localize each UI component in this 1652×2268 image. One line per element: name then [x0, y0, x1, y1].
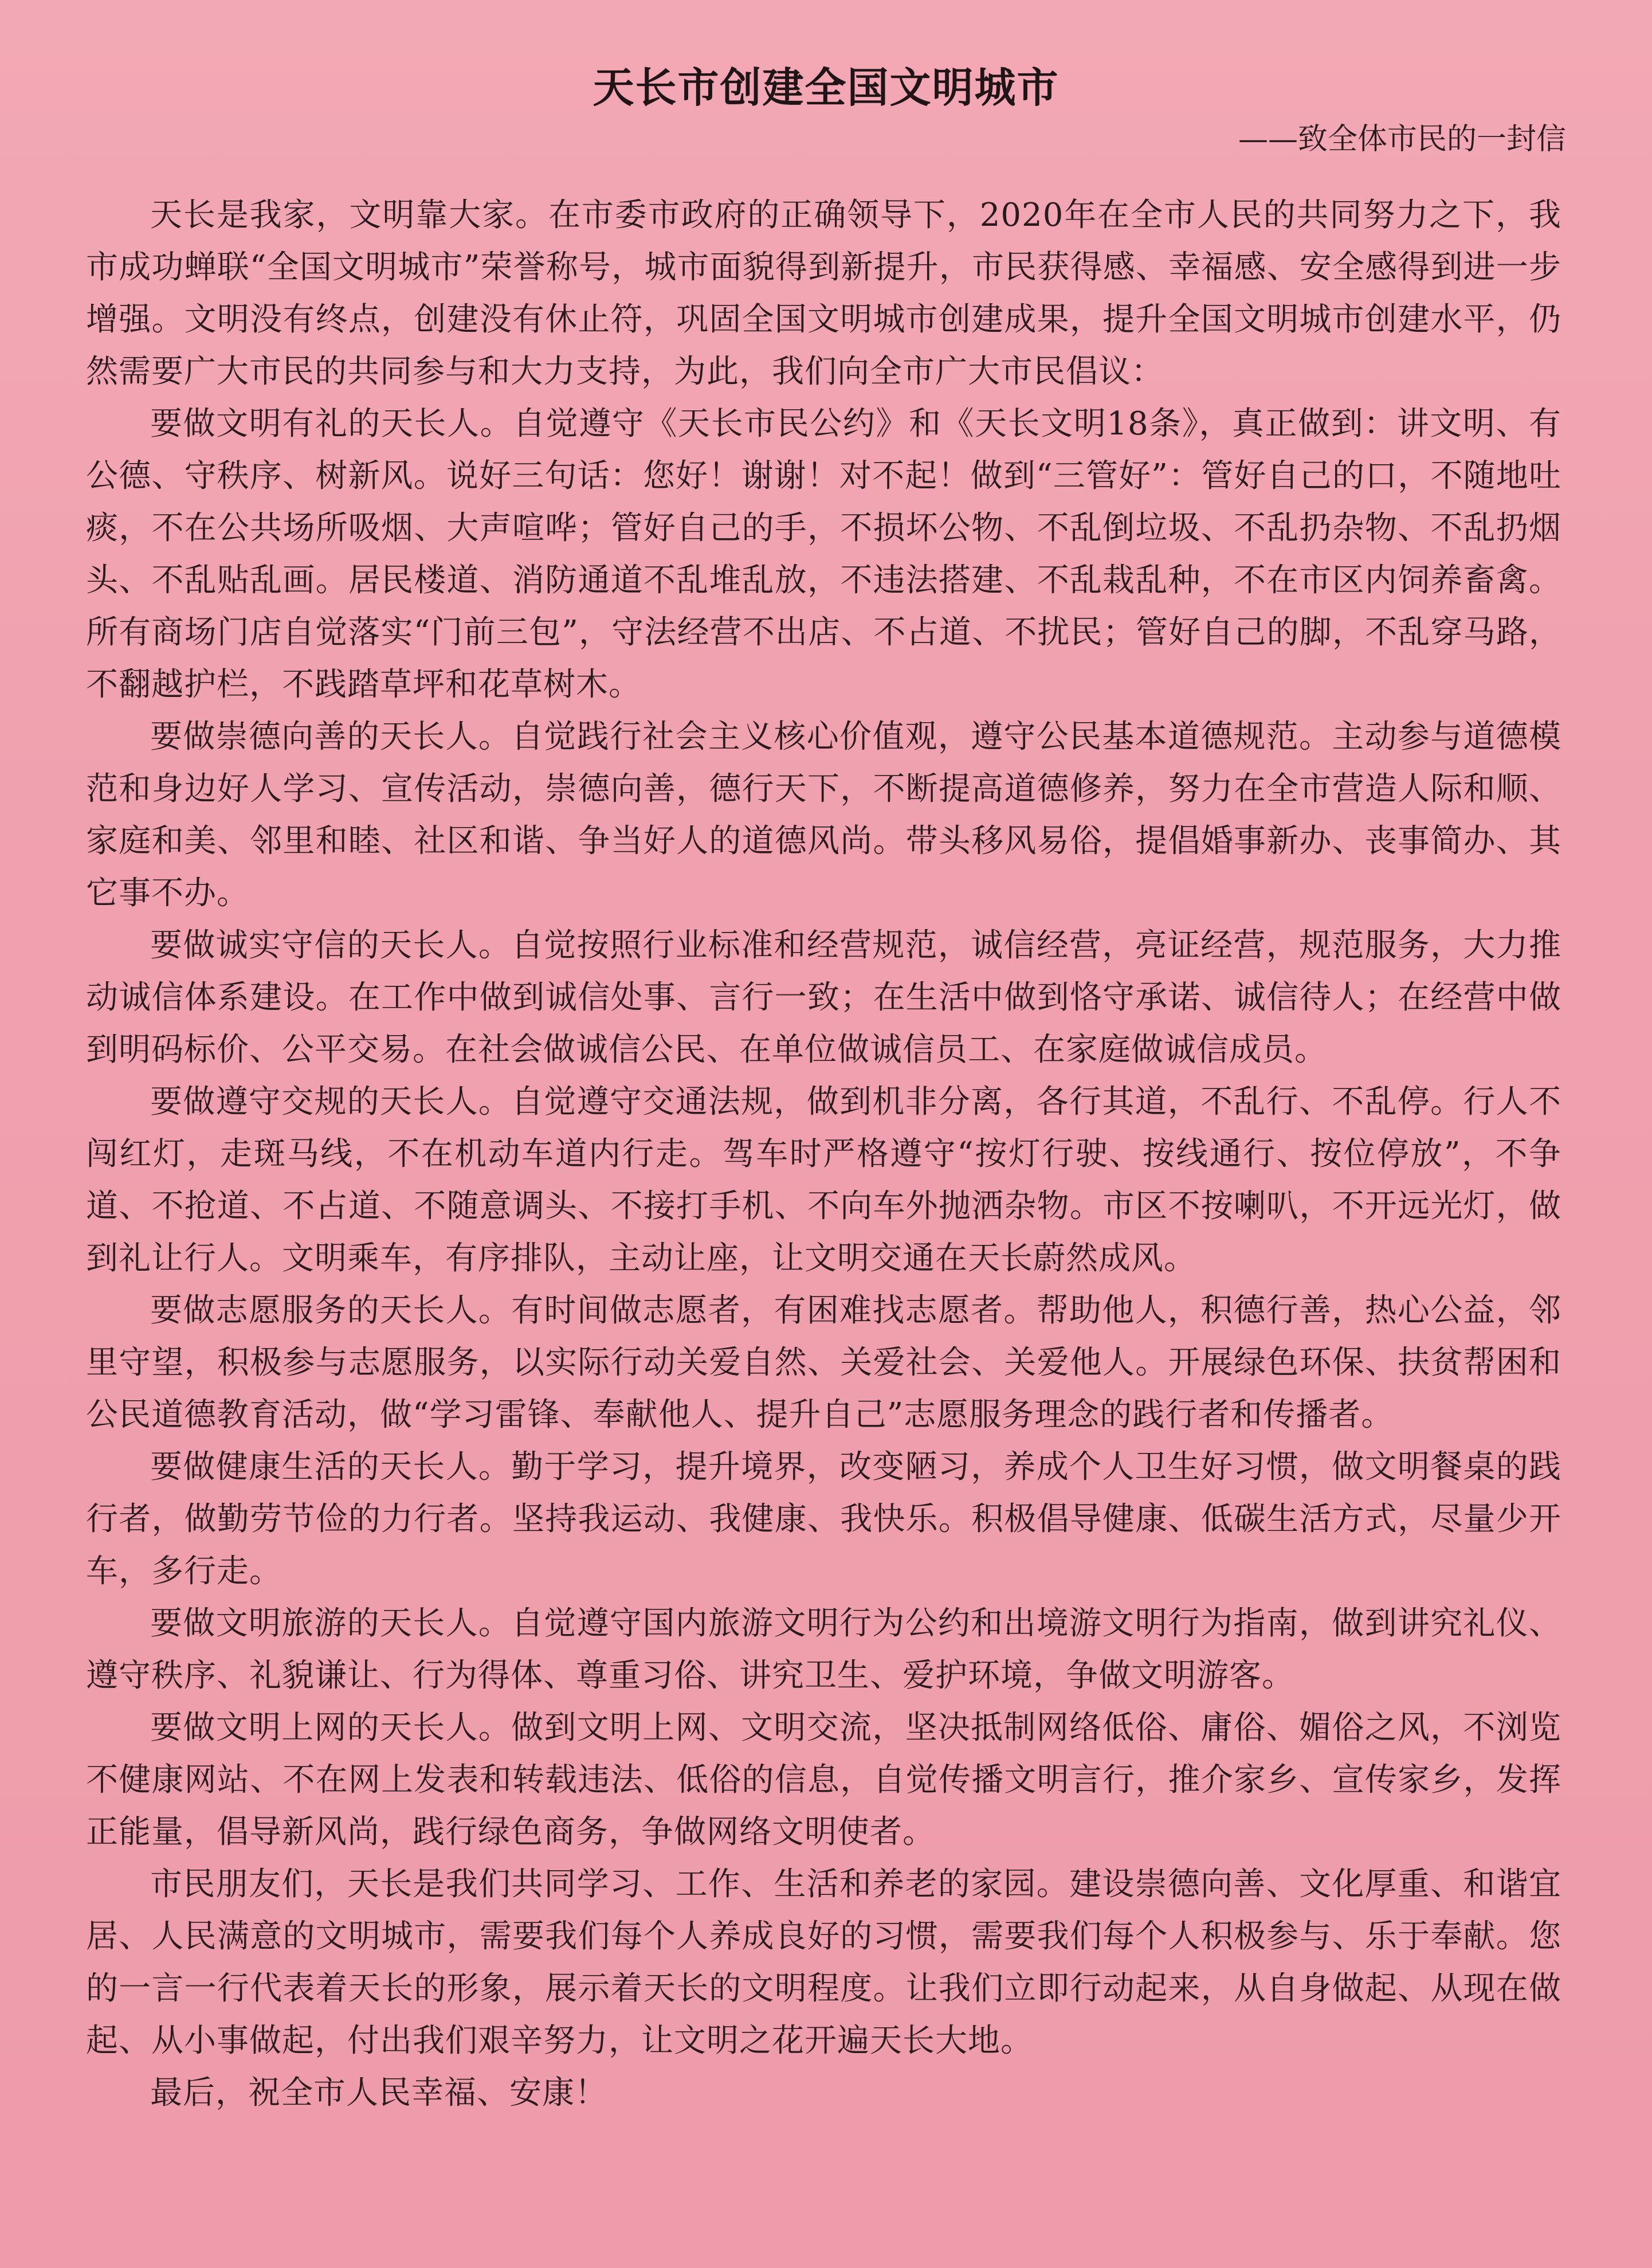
- paragraph-civility: 要做文明有礼的天长人。自觉遵守《天长市民公约》和《天长文明18条》，真正做到：讲文明、有公德、守秩序、树新风。说好三句话：您好！谢谢！对不起！做到“三管好”：管好自己的口，不随地吐痰，不在公共场所吸烟、大声喧哗；管好自己的手，不损坏公物、不乱倒垃圾、不乱扔杂物、不乱扔烟头、不乱贴乱画。居民楼道、消防通道不乱堆乱放，不违法搭建、不乱栽乱种，不在市区内饲养畜禽。所有商场门店自觉落实“门前三包”，守法经营不出店、不占道、不扰民；管好自己的脚，不乱穿马路，不翻越护栏，不践踏草坪和花草树木。: [86, 405, 1561, 703]
- paragraph-virtue: 要做崇德向善的天长人。自觉践行社会主义核心价值观，遵守公民基本道德规范。主动参与道德模范和身边好人学习、宣传活动，崇德向善，德行天下，不断提高道德修养，努力在全市营造人际和顺、家庭和美、邻里和睦、社区和谐、争当好人的道德风尚。带头移风易俗，提倡婚事新办、丧事简办、其它事不办。: [86, 718, 1561, 912]
- letter-subtitle: ——致全体市民的一封信: [1238, 122, 1566, 156]
- letter-body: [86, 189, 1561, 2119]
- paragraph-closing: 最后，祝全市人民幸福、安康！: [150, 2074, 607, 2112]
- paragraph-health: 要做健康生活的天长人。勤于学习，提升境界，改变陋习，养成个人卫生好习惯，做文明餐桌的践行者，做勤劳节俭的力行者。坚持我运动、我健康、我快乐。积极倡导健康、低碳生活方式，尽量少开车，多行走。: [86, 1448, 1561, 1590]
- paragraph-tourism: 要做文明旅游的天长人。自觉遵守国内旅游文明行为公约和出境游文明行为指南，做到讲究礼仪、遵守秩序、礼貌谦让、行为得体、尊重习俗、讲究卫生、爱护环境，争做文明游客。: [86, 1605, 1561, 1694]
- paragraph-traffic: 要做遵守交规的天长人。自觉遵守交通法规，做到机非分离，各行其道，不乱行、不乱停。行人不闯红灯，走斑马线，不在机动车道内行走。驾车时严格遵守“按灯行驶、按线通行、按位停放”，不争道、不抢道、不占道、不随意调头、不接打手机、不向车外抛洒杂物。市区不按喇叭，不开远光灯，做到礼让行人。文明乘车，有序排队，主动让座，让文明交通在天长蔚然成风。: [86, 1083, 1561, 1277]
- paragraph-intro: 天长是我家，文明靠大家。在市委市政府的正确领导下，2020年在全市人民的共同努力之下，我市成功蝉联“全国文明城市”荣誉称号，城市面貌得到新提升，市民获得感、幸福感、安全感得到进一步增强。文明没有终点，创建没有休止符，巩固全国文明城市创建成果，提升全国文明城市创建水平，仍然需要广大市民的共同参与和大力支持，为此，我们向全市广大市民倡议：: [86, 197, 1561, 390]
- letter-title: 天长市创建全国文明城市: [592, 64, 1060, 112]
- paragraph-integrity: 要做诚实守信的天长人。自觉按照行业标准和经营规范，诚信经营，亮证经营，规范服务，大力推动诚信体系建设。在工作中做到诚信处事、言行一致；在生活中做到恪守承诺、诚信待人；在经营中做到明码标价、公平交易。在社会做诚信公民、在单位做诚信员工、在家庭做诚信成员。: [86, 927, 1561, 1068]
- paragraph-internet: 要做文明上网的天长人。做到文明上网、文明交流，坚决抵制网络低俗、庸俗、媚俗之风，不浏览不健康网站、不在网上发表和转载违法、低俗的信息，自觉传播文明言行，推介家乡、宣传家乡，发挥正能量，倡导新风尚，践行绿色商务，争做网络文明使者。: [86, 1709, 1561, 1851]
- paragraph-volunteer: 要做志愿服务的天长人。有时间做志愿者，有困难找志愿者。帮助他人，积德行善，热心公益，邻里守望，积极参与志愿服务，以实际行动关爱自然、关爱社会、关爱他人。开展绿色环保、扶贫帮困和公民道德教育活动，做“学习雷锋、奉献他人、提升自己”志愿服务理念的践行者和传播者。: [86, 1292, 1561, 1433]
- paragraph-appeal: 市民朋友们，天长是我们共同学习、工作、生活和养老的家园。建设崇德向善、文化厚重、和谐宜居、人民满意的文明城市，需要我们每个人养成良好的习惯，需要我们每个人积极参与、乐于奉献。您的一言一行代表着天长的形象，展示着天长的文明程度。让我们立即行动起来，从自身做起、从现在做起、从小事做起，付出我们艰辛努力，让文明之花开遍天长大地。: [86, 1866, 1561, 2059]
